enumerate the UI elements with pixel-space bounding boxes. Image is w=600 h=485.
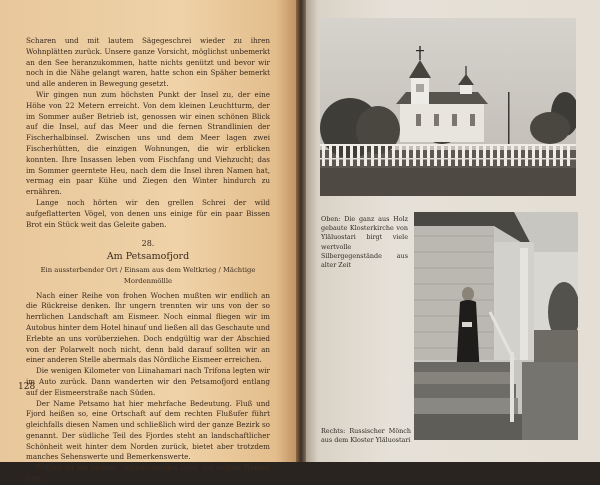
- monk-photo-image: [414, 212, 578, 440]
- chapter-title: Am Petsamofjord: [106, 251, 190, 263]
- left-page-text: [26, 36, 270, 485]
- caption-top: Oben: Die ganz aus Holz gebaute Klosterkirche von Yläluostari birgt viele wertvolle Silbergegenstände aus alter Zeit: [321, 215, 408, 270]
- paragraph: Nach einer Reihe von frohen Wochen mußten wir endlich an die Rückreise denken. Ihr ungern trennten wir uns von der so herrlichen Landschaft am Eismeer. Noch einmal fliegen wir im Autobus hinter dem Hotel hinauf und ließen all das Geschaute und Erlebte an uns vorüberziehen. Doch endgültig war der Abschied von der Polarwelt noch nicht, denn bald darauf sollten wir an einer anderen Stelle abermals das Nördliche Eismeer erreichen.: [26, 290, 270, 365]
- paragraph: Der Name Petsamo hat hier mehrfache Bedeutung. Fluß und Fjord heißen so, eine Ortschaft auf dem rechten Flußufer führt gleichfalls diesen Namen und schließlich wird der ganze Bezirk so genannt. Der südliche Teil des Fjordes steht an landschaftlicher Schönheit weit hinter dem Norden zurück, bietet aber trotzdem manches Sehenswerte und Bemerkenswerte.: [26, 398, 270, 462]
- page-number: 128: [18, 382, 36, 392]
- chapter-number: 28.: [141, 239, 155, 249]
- book-gutter: [296, 0, 306, 462]
- caption-bottom: Rechts: Russischer Mönch aus dem Kloster Yläluostari: [321, 427, 411, 445]
- church-photo-image: [320, 18, 576, 196]
- paragraph: Trifona ist ein kleines, unbedeutendes Dorf, das seinen Namen vom: [26, 463, 270, 484]
- paragraph: Die wenigen Kilometer von Liinahamari nach Trifona legten wir im Auto zurück. Dann wanderten wir den Petsamofjord entlang auf der Eismeerstraße nach Süden.: [26, 366, 270, 397]
- paragraph: Wir gingen nun zum höchsten Punkt der Insel zu, der eine Höhe von 22 Metern erreicht. Von dem kleinen Leuchtturm, der im Sommer außer Betrieb ist, genossen wir einen schönen Blick auf die Insel, auf das Meer und die fernen Strandlinien der Fischerhalbinsel. Zwischen uns und dem Meer lagen zwei Fischerhütten, die einzigen Wohnungen, die wir erblicken konnten. Ihre Insassen leben vom Fischfang und Viehzucht; das im Sommer geerntete Heu, nach dem die Insel ihren Namen hat, vermag ein paar Kühe und Ziegen den Winter hindurch zu ernähren.: [26, 89, 270, 197]
- chapter-subtitle: Ein aussterbender Ort / Einsam aus dem Weltkrieg / Mächtige Mordenmöllle: [40, 265, 256, 285]
- monk-photo: [414, 212, 578, 440]
- paragraph: Lange noch hörten wir den grellen Schrei der wild aufgeflatterten Vögel, von denen uns einige für ein paar Bissen Brot ein Stück weit das Geleite gaben.: [26, 197, 270, 229]
- church-photo: [320, 18, 576, 196]
- paragraph: Scharen und mit lautem Sägegeschrei wieder zu ihren Wohnplätten zurück. Unsere ganze Vorsicht, möglichst unbemerkt an den See heranzukommen, hatte nichts genützt und bevor wir noch in die Nähe gelangt waren, hatte schon ein Späher bemerkt und alle anderen in Bewegung gesetzt.: [26, 36, 270, 89]
